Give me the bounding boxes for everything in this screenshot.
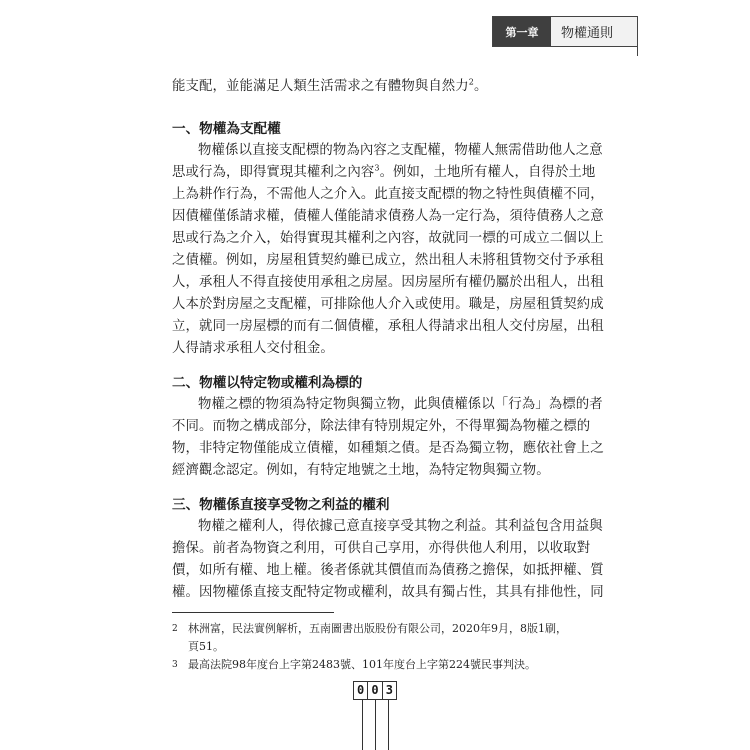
body-line: 立，就同一房屋標的而有二個債權，承租人得請求出租人交付房屋，出租 <box>172 319 604 334</box>
page-number-digit: 3 <box>385 683 393 697</box>
body-line: 不同。而物之構成部分，除法律有特別規定外，不得單獨為物權之標的 <box>172 419 591 434</box>
body-line: 物權係以直接支配標的物為內容之支配權，物權人無需借助他人之意 <box>198 143 603 158</box>
section-heading: 一、物權為支配權 <box>172 121 281 137</box>
footnote-mark: 2 <box>172 624 178 634</box>
body-line: 物權之標的物須為特定物與獨立物，此與債權係以「行為」為標的者 <box>198 397 603 412</box>
body-line: 人，承租人不得直接使用承租之房屋。因房屋所有權仍屬於出租人，出租 <box>172 275 604 290</box>
page-number-stem <box>375 700 376 750</box>
footnote-mark: 3 <box>172 660 178 670</box>
chapter-header-tab <box>492 16 638 47</box>
footnote-divider <box>172 612 334 613</box>
page-number-digit: 0 <box>354 682 368 699</box>
body-line: 權。因物權係直接支配特定物或權利，故具有獨占性，其具有排他性，同 <box>172 585 604 600</box>
body-line: 思或行為，即得實現其權利之內容$^3$。例如，土地所有權人，自得於土地 <box>172 163 596 180</box>
footnote-ref: 2 <box>468 77 474 87</box>
page-number-stem <box>362 700 363 750</box>
body-line: 經濟觀念認定。例如，有特定地號之土地，為特定物與獨立物。 <box>172 463 550 478</box>
footnote: 2 林洲富，民法實例解析，五南圖書出版股份有限公司，2020年9月，8版1刷， <box>172 620 567 638</box>
chapter-title: 物權通則 <box>551 17 637 46</box>
page-number-digit: 0 <box>368 682 382 699</box>
body-line: 能支配，並能滿足人類生活需求之有體物與自然力$^2$。 <box>172 77 488 94</box>
body-line: 人本於對房屋之支配權，可排除他人介入或使用。職是，房屋租賃契約成 <box>172 297 604 312</box>
body-line: 價，如所有權、地上權。後者係就其價值而為債務之擔保，如抵押權、質 <box>172 563 604 578</box>
body-line: 物權之權利人，得依據己意直接享受其物之利益。其利益包含用益與 <box>198 519 603 534</box>
chapter-number: 第一章 <box>493 17 551 46</box>
body-line: 擔保。前者為物資之利用，可供自己享用，亦得供他人利用，以收取對 <box>172 541 591 556</box>
page-number-stem <box>388 700 389 750</box>
body-line: 因債權僅係請求權，債權人僅能請求債務人為一定行為，須待債務人之意 <box>172 209 604 224</box>
footnote-ref: 3 <box>374 163 380 173</box>
body-line: 之債權。例如，房屋租賃契約雖已成立，然出租人未將租賃物交付予承租 <box>172 253 604 268</box>
page-number <box>353 681 397 700</box>
body-line: 人得請求承租人交付租金。 <box>172 341 334 356</box>
body-line: 思或行為之介入，始得實現其權利之內容，故就同一標的可成立二個以上 <box>172 231 604 246</box>
body-line: 物，非特定物僅能成立債權，如種類之債。是否為獨立物，應依社會上之 <box>172 441 604 456</box>
footnote-continuation: 頁51。 <box>188 640 224 653</box>
section-heading: 三、物權係直接享受物之利益的權利 <box>172 497 390 513</box>
section-heading: 二、物權以特定物或權利為標的 <box>172 375 363 391</box>
body-line: 上為耕作行為，不需他人之介入。此直接支配標的物之特性與債權不同， <box>172 187 604 202</box>
footnote: 3 最高法院98年度台上字第2483號、101年度台上字第224號民事判決。 <box>172 656 536 674</box>
header-rule <box>637 16 638 56</box>
